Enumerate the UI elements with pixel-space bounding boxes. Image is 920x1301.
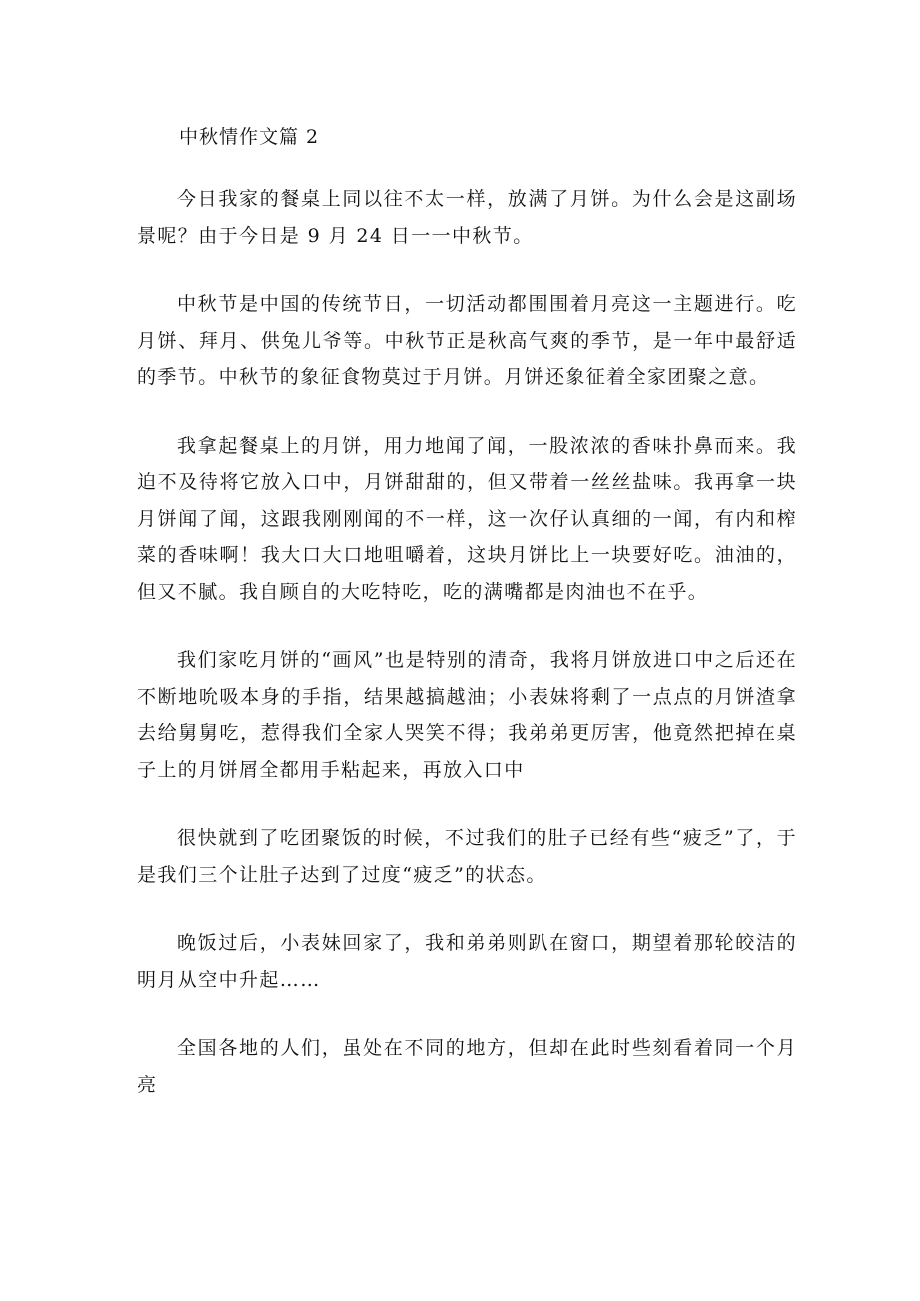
paragraph-6: 晚饭过后，小表妹回家了，我和弟弟则趴在窗口，期望着那轮皎洁的明月从空中升起…… (137, 932, 797, 991)
document-title: 中秋情作文篇 2 (179, 126, 320, 148)
spacer (137, 254, 797, 286)
spacer (137, 153, 797, 181)
spacer (137, 998, 797, 1030)
paragraph-3: 我拿起餐桌上的月饼，用力地闻了闻，一股浓浓的香味扑鼻而来。我迫不及待将它放入口中，月饼甜甜的，但又带着一丝丝盐味。我再拿一块月饼闻了闻，这跟我刚刚闻的不一样，这一次仔认真细的一闻，有内和榨菜的香味啊！我大口大口地咀嚼着，这块月饼比上一块要好吃。油油的，但又不腻。我自顾自的大吃特吃，吃的满嘴都是肉油也不在乎。 (137, 434, 797, 603)
document-body (137, 121, 797, 1103)
paragraph-7: 全国各地的人们，虽处在不同的地方，但却在此时些刻看着同一个月亮 (137, 1037, 797, 1096)
spacer (137, 893, 797, 925)
spacer (137, 610, 797, 642)
paragraph-1: 今日我家的餐桌上同以往不太一样，放满了月饼。为什么会是这副场景呢？由于今日是 9 月 24 日一一中秋节。 (137, 188, 797, 247)
paragraph-4: 我们家吃月饼的“画风”也是特别的清奇，我将月饼放进口中之后还在不断地吮吸本身的手指，结果越搞越油；小表妹将剩了一点点的月饼渣拿去给舅舅吃，惹得我们全家人哭笑不得；我弟弟更厉害，他竟然把掉在桌子上的月饼屑全都用手粘起来，再放入口中 (137, 649, 797, 781)
spacer (137, 788, 797, 820)
spacer (137, 396, 797, 428)
paragraph-2: 中秋节是中国的传统节日，一切活动都围围着月亮这一主题进行。吃月饼、拜月、供兔儿爷等。中秋节正是秋高气爽的季节，是一年中最舒适的季节。中秋节的象征食物莫过于月饼。月饼还象征着全家团聚之意。 (137, 293, 797, 388)
paragraph-5: 很快就到了吃团聚饭的时候，不过我们的肚子已经有些“疲乏”了，于是我们三个让肚子达到了过度“疲乏”的状态。 (137, 827, 797, 886)
